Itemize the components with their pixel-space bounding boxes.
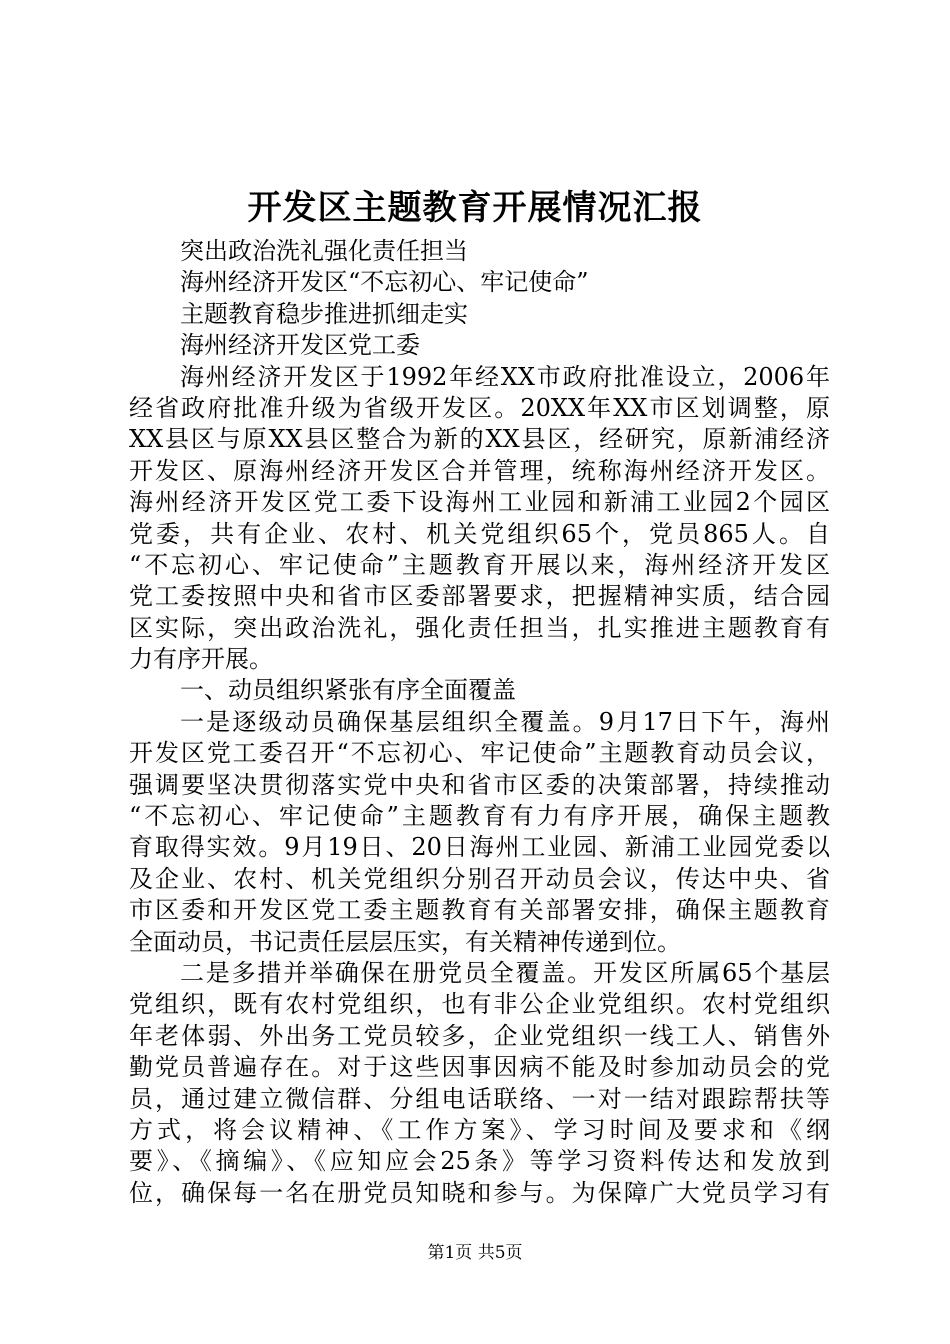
text-line: XX县区与原XX县区整合为新的XX县区，经研究，原新浦经济 <box>129 425 830 454</box>
text-line: 突出政治洗礼强化责任担当 <box>180 237 468 265</box>
text-line: 二是多措并举确保在册党员全覆盖。开发区所属65个基层 <box>180 958 830 987</box>
text-line: “不忘初心、牢记使命”主题教育有力有序开展，确保主题教 <box>129 802 830 831</box>
text-line: 区实际，突出政治洗礼，强化责任担当，扎实推进主题教育有 <box>129 613 830 642</box>
text-line: 力有序开展。 <box>129 645 273 674</box>
document-title: 开发区主题教育开展情况汇报 <box>247 188 703 228</box>
text-line: 强调要坚决贯彻落实党中央和省市区委的决策部署，持续推动 <box>129 770 830 799</box>
text-line: 要》、《摘编》、《应知应会25条》等学习资料传达和发放到 <box>129 1147 830 1176</box>
text-line: 开发区、原海州经济开发区合并管理，统称海州经济开发区。 <box>129 456 830 485</box>
text-line: “不忘初心、牢记使命”主题教育开展以来，海州经济开发区 <box>129 550 830 579</box>
text-line: 党组织，既有农村党组织，也有非公企业党组织。农村党组织 <box>129 990 830 1019</box>
text-line: 海州经济开发区党工委 <box>180 331 420 360</box>
text-line: 位，确保每一名在册党员知晓和参与。为保障广大党员学习有 <box>129 1178 830 1207</box>
text-line: 育取得实效。9月19日、20日海州工业园、新浦工业园党委以 <box>129 833 830 862</box>
document-body <box>129 236 830 1209</box>
text-line: 经省政府批准升级为省级开发区。20XX年XX市区划调整，原 <box>129 393 830 422</box>
text-line: 海州经济开发区于1992年经XX市政府批准设立，2006年 <box>180 362 830 391</box>
text-line: 一是逐级动员确保基层组织全覆盖。9月17日下午，海州 <box>180 707 830 736</box>
text-line: 方式，将会议精神、《工作方案》、学习时间及要求和《纲 <box>129 1115 830 1144</box>
text-line: 党工委按照中央和省市区委部署要求，把握精神实质，结合园 <box>129 582 830 611</box>
text-line: 及企业、农村、机关党组织分别召开动员会议，传达中央、省 <box>129 864 830 893</box>
text-line: 勤党员普遍存在。对于这些因事因病不能及时参加动员会的党 <box>129 1053 830 1082</box>
text-line: 一、动员组织紧张有序全面覆盖 <box>180 676 516 705</box>
text-line: 主题教育稳步推进抓细走实 <box>180 299 468 328</box>
text-line: 市区委和开发区党工委主题教育有关部署安排，确保主题教育 <box>129 896 830 925</box>
text-line: 员，通过建立微信群、分组电话联络、一对一结对跟踪帮扶等 <box>129 1084 830 1113</box>
text-line: 开发区党工委召开“不忘初心、牢记使命”主题教育动员会议， <box>129 739 830 768</box>
text-line: 全面动员，书记责任层层压实，有关精神传递到位。 <box>129 927 681 956</box>
text-line: 党委，共有企业、农村、机关党组织65个，党员865人。自 <box>129 519 830 548</box>
text-line: 年老体弱、外出务工党员较多，企业党组织一线工人、销售外 <box>129 1021 830 1050</box>
text-line: 海州经济开发区“不忘初心、牢记使命” <box>180 268 589 297</box>
page-number-footer: 第1页 共5页 <box>427 1243 523 1263</box>
text-line: 海州经济开发区党工委下设海州工业园和新浦工业园2个园区 <box>129 488 830 517</box>
